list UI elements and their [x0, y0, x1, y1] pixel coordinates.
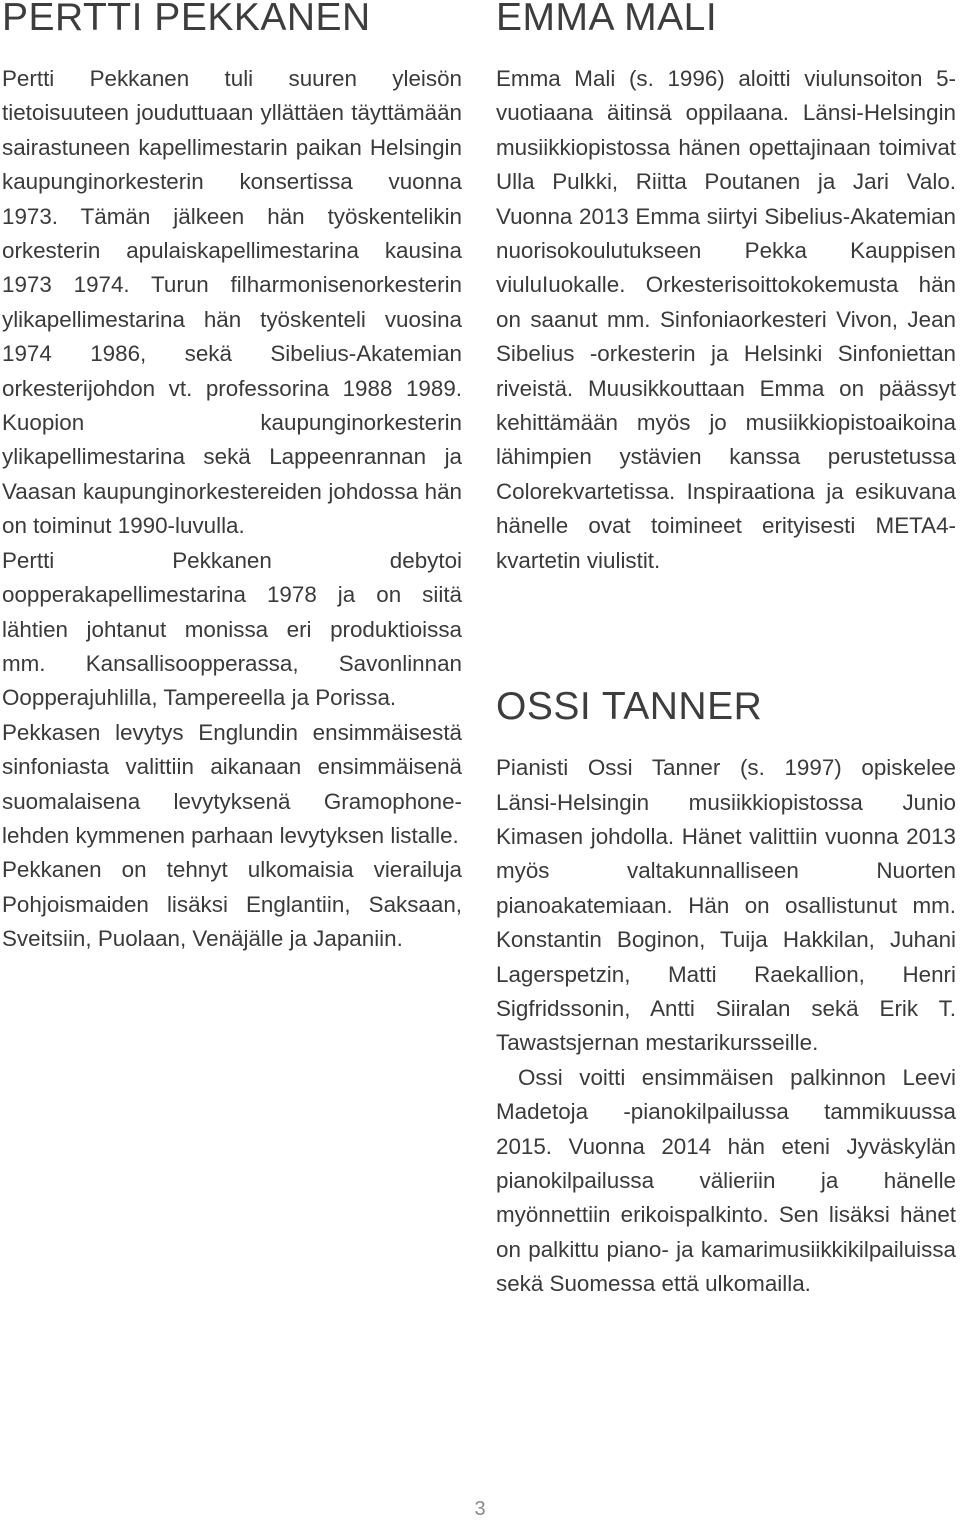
heading-pertti-pekkanen: PERTTI PEKKANEN — [2, 0, 371, 39]
paragraph-emma-1: Emma Mali (s. 1996) aloitti viulunsoiton 5-vuotiaana äitinsä oppilaana. Länsi-Helsingin musiikkiopistossa hänen opettajinaan toimivat Ulla Pulkki, Riitta Poutanen ja Jari Valo. Vuonna 2013 Emma siirtyi Sibelius-Akatemian nuorisokoulutukseen Pekka Kauppisen viuluIuokalle. Orkesterisoittokokemusta hän on saanut mm. Sinfoniaorkesteri Vivon, Jean Sibelius -orkesterin ja Helsinki Sinfoniettan riveistä. Muusikkouttaan Emma on päässyt kehittämään myös jo musiikkiopistoaikoina lähimpien ystävien kanssa perustetussa Colorekvartetissa. Inspiraationa ja esikuvana hänelle ovat toimineet erityisesti META4-kvartetin viulistit. — [496, 66, 956, 573]
paragraph-ossi-2: Ossi voitti ensimmäisen palkinnon Leevi Madetoja -pianokilpailussa tammikuussa 2015. Vuonna 2014 hän eteni Jyväskylän pianokilpailussa välieriin ja hänelle myönnettiin erikoispalkinto. Sen lisäksi hänet on palkittu piano- ja kamarimusiikkikilpailuissa sekä Suomessa että ulkomailla. — [496, 1064, 956, 1297]
paragraph-pertti-3: Pekkasen levytys Englundin ensimmäisestä sinfoniasta valittiin aikanaan ensimmäisenä suomalaisena levytyksenä Gramophone-lehden kymmenen parhaan levytyksen listalle. — [2, 719, 462, 848]
right-column — [496, 0, 956, 1302]
heading-ossi-tanner: OSSI TANNER — [496, 685, 763, 729]
left-column — [2, 0, 462, 957]
paragraph-pertti-1: Pertti Pekkanen tuli suuren yleisön tietoisuuteen jouduttuaan yllättäen täyttämään sairastuneen kapellimestarin paikan Helsingin kaupunginorkesterin konsertissa vuonna 1973. Tämän jälkeen hän työskentelikin orkesterin apulaiskapellimestarina kausina 1973 1974. Turun filharmonisenorkesterin ylikapellimestarina hän työskenteli vuosina 1974 1986, sekä Sibelius-Akatemian orkesterijohdon vt. professorina 1988 1989. Kuopion kaupunginorkesterin ylikapellimestarina sekä Lappeenrannan ja Vaasan kaupunginorkestereiden johdossa hän on toiminut 1990-luvulla. — [2, 66, 462, 539]
paragraph-pertti-4: Pekkanen on tehnyt ulkomaisia vierailuja Pohjoismaiden lisäksi Englantiin, Saksaan, Sveitsiin, Puolaan, Venäjälle ja Japaniin. — [2, 857, 462, 952]
heading-emma-mali: EMMA MALI — [496, 0, 718, 39]
page-number: 3 — [474, 1498, 486, 1520]
paragraph-pertti-2: Pertti Pekkanen debytoi oopperakapellimestarina 1978 ja on siitä lähtien johtanut monissa eri produktioissa mm. Kansallisoopperassa, Savonlinnan Oopperajuhlilla, Tampereella ja Porissa. — [2, 547, 462, 711]
paragraph-ossi-1: Pianisti Ossi Tanner (s. 1997) opiskelee Länsi-Helsingin musiikkiopistossa Junio Kimasen johdolla. Hänet valittiin vuonna 2013 myös valtakunnalliseen Nuorten pianoakatemiaan. Hän on osallistunut mm. Konstantin Boginon, Tuija Hakkilan, Juhani Lagerspetzin, Matti Raekallion, Henri Sigfridssonin, Antti Siiralan sekä Erik T. Tawastsjernan mestarikursseille. — [496, 755, 956, 1056]
